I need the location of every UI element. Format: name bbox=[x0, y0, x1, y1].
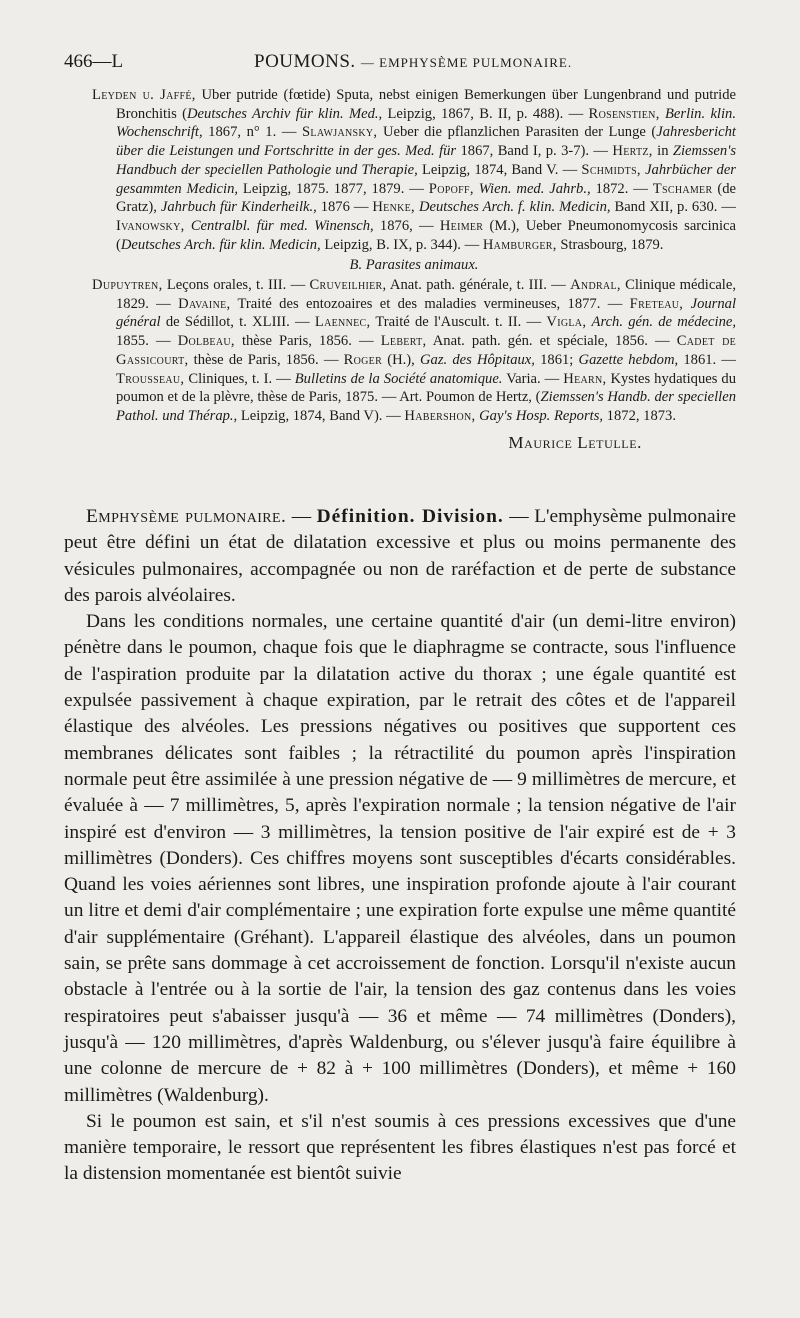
running-title-main: POUMONS. bbox=[254, 51, 356, 72]
author-name: Hamburger, bbox=[482, 236, 557, 253]
author-name: Laennec, bbox=[314, 314, 371, 331]
article-body bbox=[64, 504, 736, 1188]
citation-text: 1876 — bbox=[316, 199, 373, 216]
publication-title: Centralbl. für med. Winensch, bbox=[190, 217, 374, 234]
citation-text: Leipzig, 1874, Band V. — bbox=[417, 161, 582, 178]
author-name: Ivanowsky, bbox=[116, 217, 185, 234]
publication-title: Ziemssen's Handb. der speciellen Pathol. und Thérap., bbox=[116, 389, 736, 424]
author-name: Schmidts, bbox=[581, 161, 641, 178]
citation-text: Traité de l'Auscult. t. II. — bbox=[370, 314, 547, 331]
publication-title: Deutsches Archiv für klin. Med. bbox=[187, 105, 379, 122]
citation-text: 1876, — bbox=[373, 217, 440, 234]
citation-text: Kystes hydatiques du poumon et de la plèvre, thèse de Paris, 1875. — Art. Poumon de Hertz, ( bbox=[116, 370, 736, 406]
publication-title: Ziemssen's Handbuch der speciellen Pathologie und Therapie, bbox=[116, 143, 736, 178]
body-paragraph: Si le poumon est sain, et s'il n'est soumis à ces pressions excessives que d'une manière temporaire, le ressort que représentent les fibres élastiques n'est pas forcé et la distension momentanée est bientôt suivie bbox=[64, 1110, 736, 1185]
running-head bbox=[64, 47, 736, 77]
publication-title: Wien. med. Jahrb., bbox=[478, 180, 591, 197]
citation-text: (M.), Ueber Pneumonomycosis sarcinica ( bbox=[116, 217, 736, 253]
publication-title: Gay's Hosp. Reports, bbox=[479, 407, 604, 424]
author-name: Freteau, bbox=[629, 295, 684, 312]
author-name: Hearn, bbox=[563, 370, 607, 387]
running-title bbox=[254, 47, 572, 78]
citation-text: 1861. — bbox=[678, 351, 736, 368]
author-name: Leyden u. Jaffé, bbox=[92, 87, 196, 103]
citation-text: Clinique médicale, 1829. — bbox=[116, 277, 736, 312]
publication-title: Arch. gén. de médecine, bbox=[591, 314, 736, 331]
bibliography bbox=[92, 86, 736, 452]
author-name: Davaine, bbox=[178, 295, 231, 312]
author-name: Slawjansky, bbox=[302, 124, 378, 141]
author-signature: Maurice Letulle. bbox=[508, 432, 642, 452]
citation-text: Uber putride (fœtide) Sputa, nebst einigen Bemerkungen über Lungenbrand und putride Bronchitis ( bbox=[116, 87, 736, 122]
citation-text: Leipzig, B. IX, p. 344). — bbox=[320, 236, 483, 253]
citation-text bbox=[683, 296, 690, 312]
author-name: Popoff, bbox=[428, 180, 474, 197]
publication-title: Bulletins de la Société anatomique. bbox=[294, 370, 503, 387]
citation-text: Anat. path. gén. et spéciale, 1856. — bbox=[426, 333, 677, 350]
author-name: Andral, bbox=[570, 277, 621, 294]
citation-text: Leipzig, 1875. 1877, 1879. — bbox=[238, 180, 429, 197]
citation-text: 1872. — bbox=[590, 180, 653, 197]
citation-text: Band XII, p. 630. — bbox=[610, 199, 736, 216]
bibliography-subheading bbox=[92, 256, 736, 275]
citation-text: 1867, Band I, p. 3-7). — bbox=[456, 143, 613, 160]
author-name: Cadet de Gassicourt, bbox=[116, 333, 736, 368]
publication-title: Deutsches Arch. für klin. Medicin, bbox=[120, 236, 321, 253]
citation-text: thèse Paris, 1856. — bbox=[234, 333, 381, 350]
citation-text: in bbox=[652, 143, 673, 160]
citation-text: Leipzig, 1874, Band V). — bbox=[237, 407, 405, 424]
author-name: Habershon, bbox=[404, 407, 476, 424]
author-name: Dolbeau, bbox=[177, 333, 235, 350]
author-name: Dupuytren, bbox=[92, 277, 163, 294]
author-name: Heimer bbox=[439, 217, 484, 234]
publication-title: Gaz. des Hôpitaux, bbox=[419, 351, 535, 368]
bibliography-paragraph bbox=[92, 86, 736, 254]
citation-text: Ueber die pflanzlichen Parasiten der Lunge ( bbox=[377, 124, 657, 141]
section-heading: Définition. Division. bbox=[316, 506, 504, 527]
author-name: Trousseau, bbox=[116, 370, 185, 387]
citation-text: 1861; bbox=[534, 351, 579, 368]
book-page bbox=[64, 0, 736, 1318]
author-name: Lebert, bbox=[380, 333, 427, 350]
author-name: Hertz, bbox=[612, 143, 653, 160]
citation-text: Strasbourg, 1879. bbox=[556, 236, 664, 253]
author-name: Roger bbox=[343, 351, 383, 368]
citation-text: thèse de Paris, 1856. — bbox=[188, 351, 344, 368]
article-heading: Emphysème pulmonaire. bbox=[86, 506, 287, 527]
citation-text: (de Gratz), bbox=[116, 180, 736, 216]
body-paragraph: Dans les conditions normales, une certaine quantité d'air (un demi-litre environ) pénètre dans le poumon, chaque fois que le diaphragme se contracte, sous l'influence de l'aspiration produite par la dilatation active du thorax ; une égale quantité est expulsée passivement à chaque expiration, par le retrait des côtes et de l'appareil élastique des alvéoles. Les pressions négatives ou positives que supportent ces membranes délicates sont faibles ; la rétractilité du poumon après l'inspiration normale peut être assimilée à une pression négative de — 9 millimètres de mercure, et évaluée à — 7 millimètres, 5, après l'expiration normale ; la tension négative de l'air inspiré est d'environ — 3 millimètres, la tension positive de l'air expiré est de + 3 millimètres (Donders). Ces chiffres moyens sont susceptibles d'écarts considérables. Quand les voies aériennes sont libres, une inspiration profonde ajoute à l'air courant un litre et demi d'air complémentaire ; une expiration forte expulse une même quantité d'air supplémentaire (Gréhant). L'appareil élastique des alvéoles, dans un poumon sain, se prête sans dommage à cet accroissement de fonction. Lorsqu'il n'existe aucun obstacle à l'entrée ou à la sortie de l'air, la tension des gaz contenus dans les voies respiratoires peut s'abaisser jusqu'à — 36 et même — 74 millimètres (Donders), jusqu'à — 120 millimètres, d'après Waldenburg, ou s'élever jusqu'à faire équilibre à une colonne de mercure de + 82 à + 100 millimètres (Donders), et même + 160 millimètres (Waldenburg). bbox=[64, 611, 736, 1106]
publication-title: Jahrbücher der gesammten Medicin, bbox=[116, 161, 736, 197]
author-name: Rosenstien, bbox=[588, 105, 660, 122]
citation-text: 1872, 1873. bbox=[603, 407, 676, 424]
author-name: Tschamer bbox=[652, 180, 713, 197]
citation-text: de Sédillot, t. XLIII. — bbox=[160, 314, 315, 331]
citation-text: Varia. — bbox=[502, 370, 564, 387]
body-paragraph bbox=[64, 504, 736, 609]
publication-title: Berlin. klin. Wochenschrift, bbox=[116, 105, 736, 141]
publication-title: Gazette hebdom, bbox=[578, 351, 679, 368]
citation-text: , Leipzig, 1867, B. II, p. 488). — bbox=[378, 105, 589, 122]
citation-text: 1855. — bbox=[116, 333, 178, 350]
subheading-text: B. Parasites animaux. bbox=[349, 257, 479, 274]
heading-dash: — bbox=[286, 506, 317, 527]
citation-text: Anat. path. générale, t. III. — bbox=[386, 277, 571, 294]
bibliography-paragraph bbox=[92, 276, 736, 426]
publication-title: Deutsches Arch. f. klin. Medicin, bbox=[418, 199, 611, 216]
author-name: Henke, bbox=[372, 199, 415, 216]
citation-text: 1867, n° 1. — bbox=[202, 124, 302, 141]
author-name: Vigla, bbox=[546, 314, 587, 331]
author-name: Cruveilhier, bbox=[309, 277, 387, 294]
publication-title: Jahresbericht über die Leistungen und Fortschritte in der ges. Med. für bbox=[116, 124, 736, 160]
publication-title: Journal général bbox=[116, 295, 737, 331]
publication-title: Jahrbuch für Kinderheilk., bbox=[160, 199, 317, 216]
citation-text: (H.), bbox=[382, 351, 420, 368]
running-title-sub: — EMPHYSÈME PULMONAIRE. bbox=[360, 55, 573, 70]
citation-text: Leçons orales, t. III. — bbox=[162, 277, 310, 294]
citation-text: Traité des entozoaires et des maladies vermineuses, 1877. — bbox=[230, 295, 630, 312]
page-number: 466—L bbox=[64, 51, 124, 72]
paragraph-text: — L'emphysème pulmonaire peut être défini un état de dilatation excessive et plus ou moins permanente des vésicules pulmonaires, accompagnée ou non de raréfaction et de perte de substance des parois alvéolaires. bbox=[64, 506, 737, 606]
citation-text: Cliniques, t. I. — bbox=[184, 370, 295, 387]
